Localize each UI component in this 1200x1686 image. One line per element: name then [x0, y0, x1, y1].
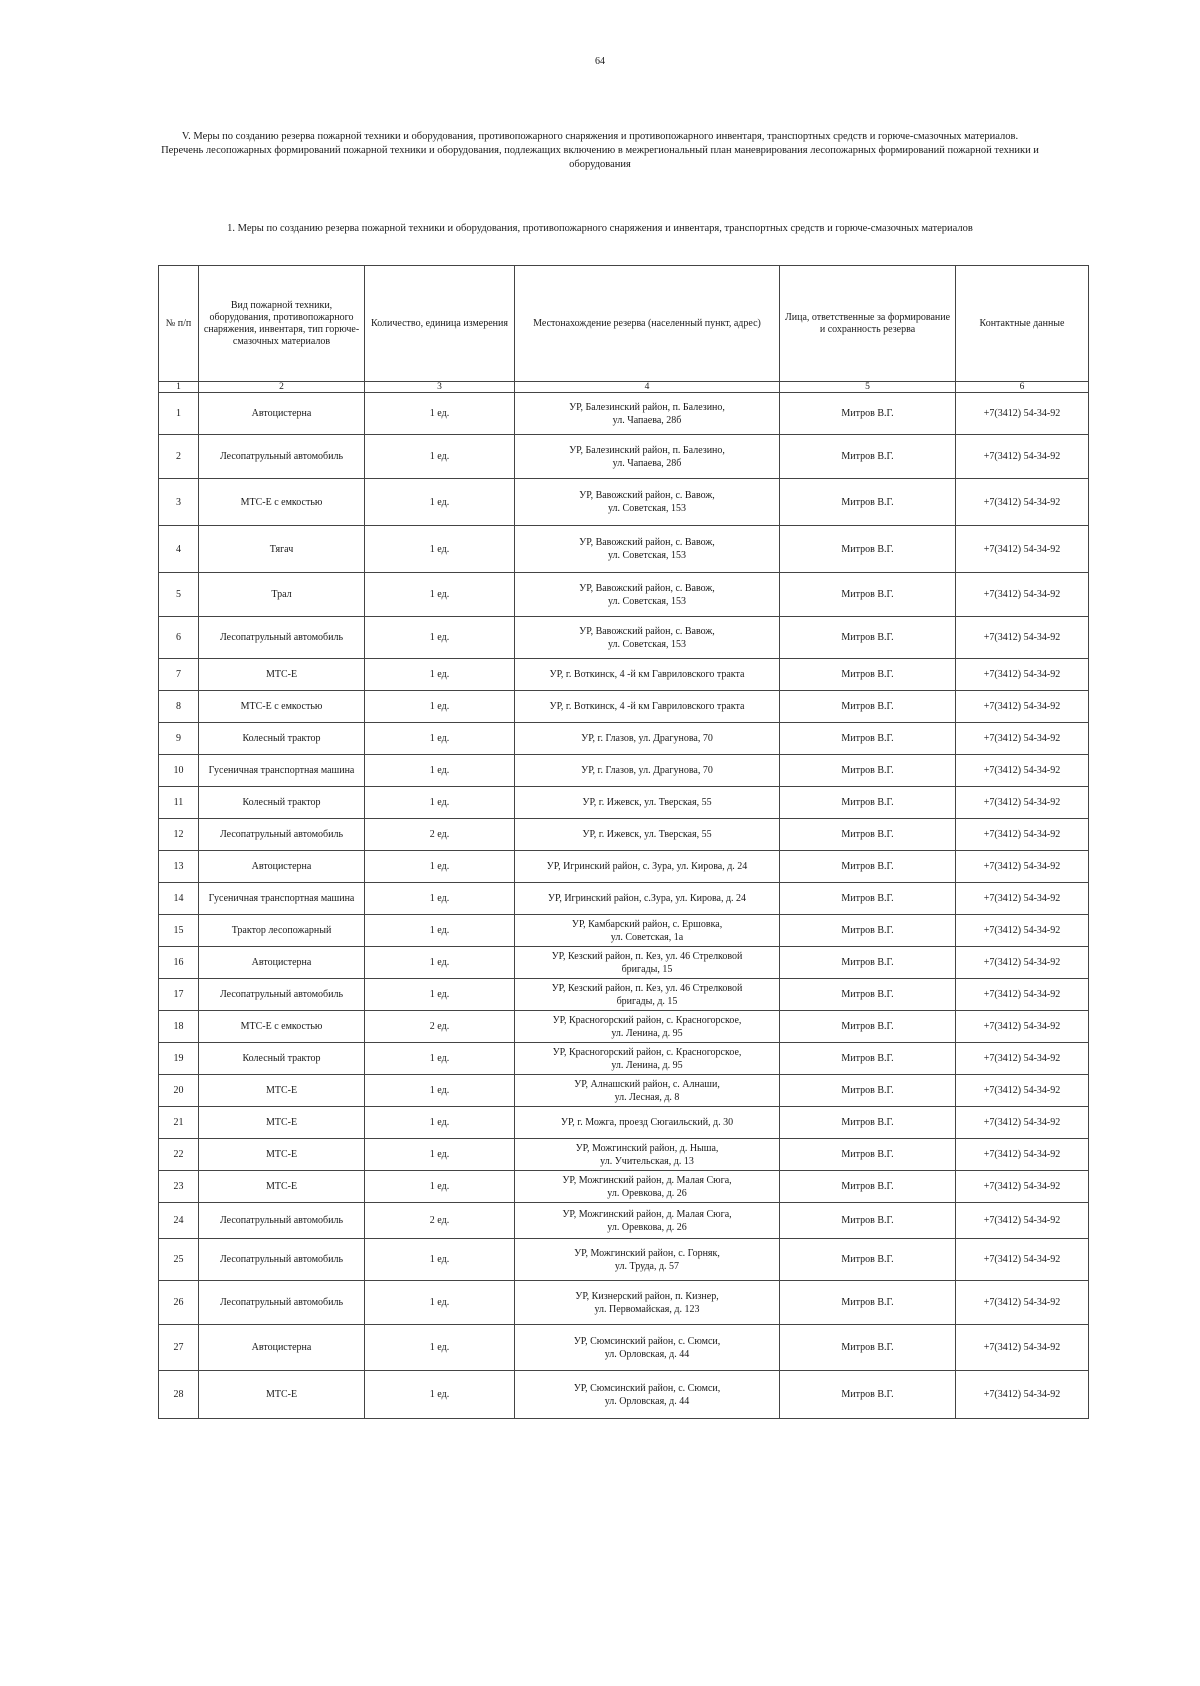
table-row	[159, 723, 1089, 755]
quantity-cell: 1 ед.	[365, 947, 515, 979]
column-number: 4	[515, 382, 780, 393]
row-number-cell: 28	[159, 1371, 199, 1419]
responsible-person-cell: Митров В.Г.	[780, 1171, 956, 1203]
location-line-1: УР, Вавожский район, с. Вавож,	[579, 582, 715, 594]
row-number-cell: 26	[159, 1281, 199, 1325]
equipment-type-cell: Автоцистерна	[199, 851, 365, 883]
table-row	[159, 1281, 1089, 1325]
table-row	[159, 1371, 1089, 1419]
responsible-person-cell: Митров В.Г.	[780, 787, 956, 819]
responsible-person-cell: Митров В.Г.	[780, 1325, 956, 1371]
contact-cell: +7(3412) 54-34-92	[956, 1107, 1089, 1139]
contact-cell: +7(3412) 54-34-92	[956, 573, 1089, 617]
equipment-type-cell: Тягач	[199, 526, 365, 573]
location-line-1: УР, Балезинский район, п. Балезино,	[569, 444, 725, 456]
row-number-cell: 17	[159, 979, 199, 1011]
location-line-1: УР, Камбарский район, с. Ершовка,	[571, 918, 723, 930]
header-cell-responsible: Лица, ответственные за формирование и сохранность резерва	[780, 266, 956, 382]
location-cell	[515, 883, 780, 915]
responsible-person-cell: Митров В.Г.	[780, 883, 956, 915]
row-number-cell: 20	[159, 1075, 199, 1107]
row-number-cell: 27	[159, 1325, 199, 1371]
table-row	[159, 691, 1089, 723]
equipment-type-cell: МТС-Е	[199, 1075, 365, 1107]
table-row	[159, 1325, 1089, 1371]
location-line-2: бригады, 15	[621, 963, 673, 975]
quantity-cell: 1 ед.	[365, 691, 515, 723]
quantity-cell: 1 ед.	[365, 659, 515, 691]
equipment-type-cell: МТС-Е	[199, 1171, 365, 1203]
quantity-cell: 1 ед.	[365, 723, 515, 755]
location-line-2: ул. Чапаева, 28б	[612, 457, 682, 469]
location-line-1: УР, Кезский район, п. Кез, ул. 46 Стрелковой	[551, 950, 743, 962]
quantity-cell: 1 ед.	[365, 755, 515, 787]
responsible-person-cell: Митров В.Г.	[780, 1281, 956, 1325]
contact-cell: +7(3412) 54-34-92	[956, 1075, 1089, 1107]
quantity-cell: 1 ед.	[365, 851, 515, 883]
equipment-type-cell: Лесопатрульный автомобиль	[199, 1203, 365, 1239]
equipment-type-cell: МТС-Е	[199, 659, 365, 691]
location-line-1: УР, г. Можга, проезд Сюгаильский, д. 30	[560, 1117, 734, 1128]
location-line-1: УР, Вавожский район, с. Вавож,	[579, 625, 715, 637]
location-line-1: УР, Сюмсинский район, с. Сюмси,	[573, 1382, 721, 1394]
contact-cell: +7(3412) 54-34-92	[956, 755, 1089, 787]
row-number-cell: 10	[159, 755, 199, 787]
quantity-cell: 1 ед.	[365, 915, 515, 947]
equipment-type-cell: Лесопатрульный автомобиль	[199, 979, 365, 1011]
location-cell	[515, 435, 780, 479]
equipment-type-cell: Трактор лесопожарный	[199, 915, 365, 947]
header-cell-location: Местонахождение резерва (населенный пункт, адрес)	[515, 266, 780, 382]
location-line-1: УР, Можгинский район, д. Ныша,	[575, 1142, 719, 1154]
row-number-cell: 18	[159, 1011, 199, 1043]
row-number-cell: 24	[159, 1203, 199, 1239]
quantity-cell: 1 ед.	[365, 1107, 515, 1139]
quantity-cell: 1 ед.	[365, 526, 515, 573]
header-cell-quantity: Количество, единица измерения	[365, 266, 515, 382]
location-line-2: ул. Оревкова, д. 26	[607, 1221, 687, 1233]
location-cell	[515, 1325, 780, 1371]
table-row	[159, 979, 1089, 1011]
quantity-cell: 1 ед.	[365, 1281, 515, 1325]
location-line-1: УР, Балезинский район, п. Балезино,	[569, 401, 725, 413]
contact-cell: +7(3412) 54-34-92	[956, 393, 1089, 435]
row-number-cell: 12	[159, 819, 199, 851]
responsible-person-cell: Митров В.Г.	[780, 819, 956, 851]
location-line-2: ул. Труда, д. 57	[614, 1260, 680, 1272]
quantity-cell: 1 ед.	[365, 1325, 515, 1371]
quantity-cell: 1 ед.	[365, 1239, 515, 1281]
equipment-type-cell: МТС-Е с емкостью	[199, 691, 365, 723]
location-cell	[515, 1171, 780, 1203]
contact-cell: +7(3412) 54-34-92	[956, 659, 1089, 691]
table-row	[159, 479, 1089, 526]
contact-cell: +7(3412) 54-34-92	[956, 1325, 1089, 1371]
equipment-type-cell: МТС-Е с емкостью	[199, 1011, 365, 1043]
location-line-1: УР, г. Ижевск, ул. Тверская, 55	[582, 797, 712, 808]
table-row	[159, 819, 1089, 851]
table-row	[159, 1203, 1089, 1239]
contact-cell: +7(3412) 54-34-92	[956, 479, 1089, 526]
location-cell	[515, 617, 780, 659]
responsible-person-cell: Митров В.Г.	[780, 1203, 956, 1239]
responsible-person-cell: Митров В.Г.	[780, 1011, 956, 1043]
location-line-2: ул. Советская, 1а	[610, 931, 684, 943]
equipment-type-cell: Автоцистерна	[199, 393, 365, 435]
location-cell	[515, 1011, 780, 1043]
location-line-1: УР, Алнашский район, с. Алнаши,	[574, 1078, 720, 1090]
table-row	[159, 915, 1089, 947]
row-number-cell: 19	[159, 1043, 199, 1075]
location-line-2: ул. Советская, 153	[608, 550, 686, 561]
row-number-cell: 16	[159, 947, 199, 979]
quantity-cell: 2 ед.	[365, 1203, 515, 1239]
contact-cell: +7(3412) 54-34-92	[956, 1371, 1089, 1419]
equipment-type-cell: Лесопатрульный автомобиль	[199, 819, 365, 851]
contact-cell: +7(3412) 54-34-92	[956, 1171, 1089, 1203]
table-row	[159, 1043, 1089, 1075]
location-line-1: УР, Игринский район, с.Зура, ул. Кирова, д. 24	[547, 893, 747, 904]
table-row	[159, 393, 1089, 435]
header-cell-contact: Контактные данные	[956, 266, 1089, 382]
quantity-cell: 1 ед.	[365, 573, 515, 617]
equipment-type-cell: Колесный трактор	[199, 787, 365, 819]
responsible-person-cell: Митров В.Г.	[780, 659, 956, 691]
equipment-type-cell: Гусеничная транспортная машина	[199, 883, 365, 915]
row-number-cell: 3	[159, 479, 199, 526]
table-row	[159, 755, 1089, 787]
column-number: 1	[159, 382, 199, 393]
table-row	[159, 787, 1089, 819]
subsection-title: 1. Меры по созданию резерва пожарной техники и оборудования, противопожарного снаряжения и инвентаря, транспортных средств и горюче-смазочных материалов	[227, 223, 973, 234]
row-number-cell: 13	[159, 851, 199, 883]
header-cell-number: № п/п	[159, 266, 199, 382]
equipment-type-cell: МТС-Е с емкостью	[199, 479, 365, 526]
equipment-type-cell: Лесопатрульный автомобиль	[199, 435, 365, 479]
equipment-type-cell: Колесный трактор	[199, 1043, 365, 1075]
responsible-person-cell: Митров В.Г.	[780, 979, 956, 1011]
location-cell	[515, 1239, 780, 1281]
responsible-person-cell: Митров В.Г.	[780, 573, 956, 617]
location-cell	[515, 723, 780, 755]
responsible-person-cell: Митров В.Г.	[780, 526, 956, 573]
contact-cell: +7(3412) 54-34-92	[956, 1139, 1089, 1171]
responsible-person-cell: Митров В.Г.	[780, 1043, 956, 1075]
quantity-cell: 1 ед.	[365, 883, 515, 915]
location-line-2: ул. Орловская, д. 44	[604, 1395, 690, 1407]
row-number-cell: 21	[159, 1107, 199, 1139]
table-row	[159, 851, 1089, 883]
location-cell	[515, 1075, 780, 1107]
quantity-cell: 1 ед.	[365, 435, 515, 479]
quantity-cell: 2 ед.	[365, 819, 515, 851]
location-line-2: ул. Учительская, д. 13	[600, 1155, 694, 1167]
column-number: 5	[780, 382, 956, 393]
contact-cell: +7(3412) 54-34-92	[956, 526, 1089, 573]
responsible-person-cell: Митров В.Г.	[780, 393, 956, 435]
table-row	[159, 1239, 1089, 1281]
responsible-person-cell: Митров В.Г.	[780, 691, 956, 723]
equipment-type-cell: МТС-Е	[199, 1107, 365, 1139]
location-line-1: УР, Кезский район, п. Кез, ул. 46 Стрелковой	[551, 982, 743, 994]
contact-cell: +7(3412) 54-34-92	[956, 691, 1089, 723]
location-line-2: ул. Советская, 153	[608, 595, 686, 607]
location-cell	[515, 1107, 780, 1139]
equipment-type-cell: Лесопатрульный автомобиль	[199, 1281, 365, 1325]
row-number-cell: 2	[159, 435, 199, 479]
equipment-type-cell: Автоцистерна	[199, 1325, 365, 1371]
location-line-1: УР, Сюмсинский район, с. Сюмси,	[573, 1335, 721, 1347]
row-number-cell: 23	[159, 1171, 199, 1203]
quantity-cell: 1 ед.	[365, 979, 515, 1011]
equipment-type-cell: Трал	[199, 573, 365, 617]
responsible-person-cell: Митров В.Г.	[780, 1371, 956, 1419]
quantity-cell: 1 ед.	[365, 1139, 515, 1171]
column-number: 3	[365, 382, 515, 393]
contact-cell: +7(3412) 54-34-92	[956, 1239, 1089, 1281]
responsible-person-cell: Митров В.Г.	[780, 1075, 956, 1107]
quantity-cell: 1 ед.	[365, 393, 515, 435]
header-cell-type: Вид пожарной техники, оборудования, противопожарного снаряжения, инвентаря, тип горюче-смазочных материалов	[199, 266, 365, 382]
column-number-row	[159, 382, 1089, 393]
row-number-cell: 7	[159, 659, 199, 691]
equipment-type-cell: МТС-Е	[199, 1371, 365, 1419]
contact-cell: +7(3412) 54-34-92	[956, 787, 1089, 819]
table-header-row	[159, 266, 1089, 382]
contact-cell: +7(3412) 54-34-92	[956, 617, 1089, 659]
row-number-cell: 22	[159, 1139, 199, 1171]
contact-cell: +7(3412) 54-34-92	[956, 979, 1089, 1011]
location-cell	[515, 1281, 780, 1325]
row-number-cell: 25	[159, 1239, 199, 1281]
location-cell	[515, 1139, 780, 1171]
column-number: 2	[199, 382, 365, 393]
equipment-type-cell: Лесопатрульный автомобиль	[199, 1239, 365, 1281]
quantity-cell: 1 ед.	[365, 1043, 515, 1075]
page-number: 64	[595, 56, 605, 67]
location-line-1: УР, г. Ижевск, ул. Тверская, 55	[582, 829, 712, 840]
row-number-cell: 15	[159, 915, 199, 947]
location-line-1: УР, Вавожский район, с. Вавож,	[579, 537, 715, 548]
table-row	[159, 435, 1089, 479]
responsible-person-cell: Митров В.Г.	[780, 755, 956, 787]
location-line-2: ул. Чапаева, 28б	[612, 414, 682, 426]
responsible-person-cell: Митров В.Г.	[780, 915, 956, 947]
row-number-cell: 4	[159, 526, 199, 573]
contact-cell: +7(3412) 54-34-92	[956, 883, 1089, 915]
location-cell	[515, 1203, 780, 1239]
location-line-1: УР, Игринский район, с. Зура, ул. Кирова, д. 24	[546, 861, 748, 872]
contact-cell: +7(3412) 54-34-92	[956, 1281, 1089, 1325]
responsible-person-cell: Митров В.Г.	[780, 947, 956, 979]
location-cell	[515, 526, 780, 573]
equipment-type-cell: Гусеничная транспортная машина	[199, 755, 365, 787]
location-cell	[515, 393, 780, 435]
table-row	[159, 617, 1089, 659]
location-cell	[515, 691, 780, 723]
location-cell	[515, 819, 780, 851]
location-cell	[515, 979, 780, 1011]
location-line-1: УР, Кизнерский район, п. Кизнер,	[575, 1290, 719, 1302]
table-row	[159, 1075, 1089, 1107]
responsible-person-cell: Митров В.Г.	[780, 1107, 956, 1139]
location-line-2: ул. Ленина, д. 95	[611, 1027, 683, 1039]
table-row	[159, 659, 1089, 691]
location-cell	[515, 755, 780, 787]
location-line-1: УР, Можгинский район, д. Малая Сюга,	[562, 1174, 732, 1186]
location-line-2: ул. Оревкова, д. 26	[607, 1187, 687, 1199]
location-cell	[515, 787, 780, 819]
location-cell	[515, 1043, 780, 1075]
row-number-cell: 8	[159, 691, 199, 723]
location-cell	[515, 659, 780, 691]
reserve-table	[158, 265, 1089, 1419]
contact-cell: +7(3412) 54-34-92	[956, 947, 1089, 979]
location-line-1: УР, Красногорский район, с. Красногорское,	[552, 1014, 742, 1026]
table-row	[159, 1011, 1089, 1043]
responsible-person-cell: Митров В.Г.	[780, 723, 956, 755]
location-line-1: УР, г. Глазов, ул. Драгунова, 70	[581, 765, 713, 776]
location-cell	[515, 915, 780, 947]
responsible-person-cell: Митров В.Г.	[780, 851, 956, 883]
table-row	[159, 1139, 1089, 1171]
responsible-person-cell: Митров В.Г.	[780, 1139, 956, 1171]
location-cell	[515, 947, 780, 979]
table-body	[159, 393, 1089, 1419]
table-row	[159, 573, 1089, 617]
quantity-cell: 1 ед.	[365, 479, 515, 526]
location-line-1: УР, Красногорский район, с. Красногорское,	[552, 1046, 742, 1058]
equipment-type-cell: Лесопатрульный автомобиль	[199, 617, 365, 659]
quantity-cell: 1 ед.	[365, 1371, 515, 1419]
equipment-type-cell: Автоцистерна	[199, 947, 365, 979]
quantity-cell: 1 ед.	[365, 787, 515, 819]
contact-cell: +7(3412) 54-34-92	[956, 851, 1089, 883]
equipment-type-cell: Колесный трактор	[199, 723, 365, 755]
row-number-cell: 9	[159, 723, 199, 755]
table-row	[159, 947, 1089, 979]
quantity-cell: 1 ед.	[365, 1171, 515, 1203]
location-line-2: ул. Советская, 153	[608, 638, 686, 650]
responsible-person-cell: Митров В.Г.	[780, 435, 956, 479]
table-row	[159, 526, 1089, 573]
location-line-2: ул. Лесная, д. 8	[614, 1091, 680, 1103]
row-number-cell: 6	[159, 617, 199, 659]
contact-cell: +7(3412) 54-34-92	[956, 1011, 1089, 1043]
responsible-person-cell: Митров В.Г.	[780, 617, 956, 659]
row-number-cell: 11	[159, 787, 199, 819]
contact-cell: +7(3412) 54-34-92	[956, 1043, 1089, 1075]
quantity-cell: 1 ед.	[365, 1075, 515, 1107]
responsible-person-cell: Митров В.Г.	[780, 479, 956, 526]
contact-cell: +7(3412) 54-34-92	[956, 1203, 1089, 1239]
location-cell	[515, 851, 780, 883]
location-line-2: ул. Ленина, д. 95	[611, 1059, 683, 1071]
responsible-person-cell: Митров В.Г.	[780, 1239, 956, 1281]
location-cell	[515, 1371, 780, 1419]
location-line-2: ул. Первомайская, д. 123	[594, 1303, 700, 1315]
column-number: 6	[956, 382, 1089, 393]
row-number-cell: 1	[159, 393, 199, 435]
contact-cell: +7(3412) 54-34-92	[956, 915, 1089, 947]
section-title: V. Меры по созданию резерва пожарной техники и оборудования, противопожарного снаряжения и противопожарного инвентаря, транспортных средств и горюче-смазочных материалов. Перечень лесопожарных формирований пожарной техники и оборудования, подлежащих включению в межрегиональный план маневрирования лесопожарных формирований пожарной техники и оборудования	[161, 131, 1039, 170]
table-row	[159, 1107, 1089, 1139]
location-line-1: УР, Можгинский район, с. Горняк,	[574, 1247, 720, 1259]
location-line-2: ул. Советская, 153	[608, 503, 686, 514]
quantity-cell: 1 ед.	[365, 617, 515, 659]
quantity-cell: 2 ед.	[365, 1011, 515, 1043]
row-number-cell: 14	[159, 883, 199, 915]
location-line-1: УР, Вавожский район, с. Вавож,	[579, 490, 715, 501]
row-number-cell: 5	[159, 573, 199, 617]
table-row	[159, 1171, 1089, 1203]
contact-cell: +7(3412) 54-34-92	[956, 435, 1089, 479]
location-line-1: УР, г. Глазов, ул. Драгунова, 70	[581, 733, 713, 744]
location-cell	[515, 573, 780, 617]
location-line-1: УР, Можгинский район, д. Малая Сюга,	[562, 1208, 732, 1220]
location-line-1: УР, г. Воткинск, 4 -й км Гавриловского тракта	[549, 669, 745, 680]
contact-cell: +7(3412) 54-34-92	[956, 723, 1089, 755]
location-line-2: ул. Орловская, д. 44	[604, 1348, 690, 1360]
location-line-2: бригады, д. 15	[616, 995, 678, 1007]
equipment-type-cell: МТС-Е	[199, 1139, 365, 1171]
location-cell	[515, 479, 780, 526]
contact-cell: +7(3412) 54-34-92	[956, 819, 1089, 851]
location-line-1: УР, г. Воткинск, 4 -й км Гавриловского тракта	[549, 701, 745, 712]
table-row	[159, 883, 1089, 915]
